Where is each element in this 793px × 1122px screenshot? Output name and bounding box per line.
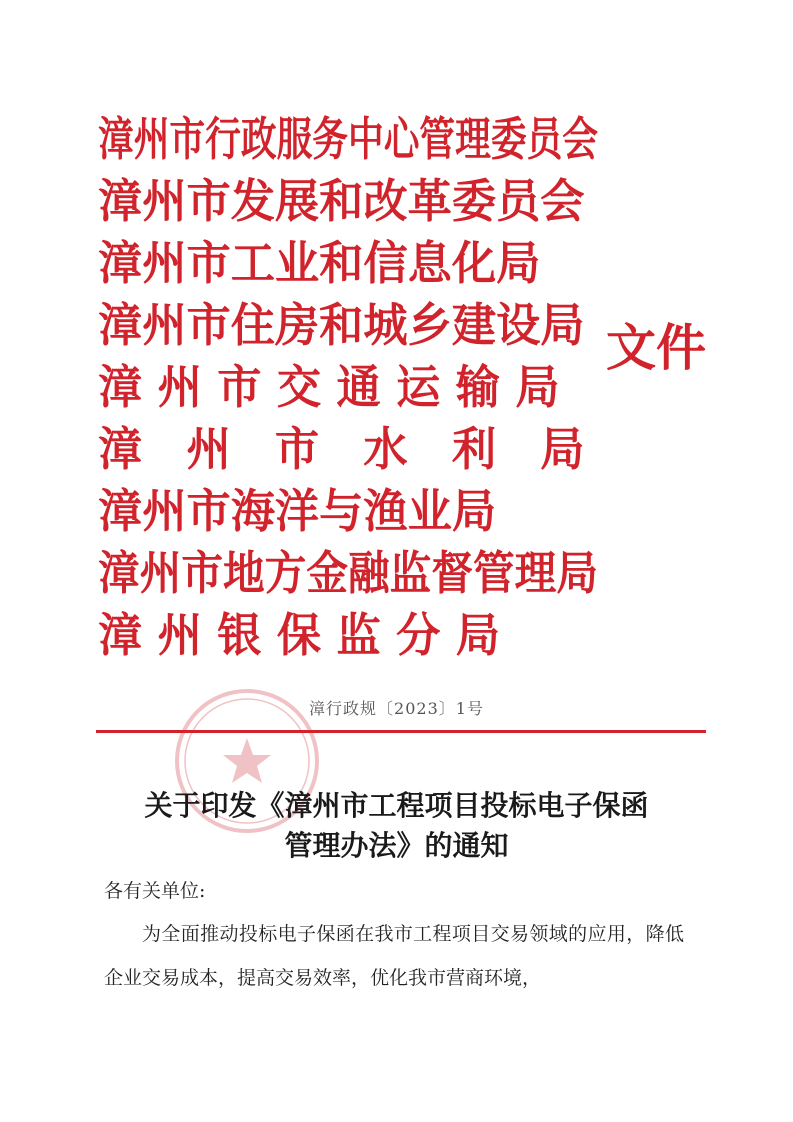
body-paragraph: 为全面推动投标电子保函在我市工程项目交易领域的应用，降低企业交易成本，提高交易效率，优化我市营商环境， (104, 923, 684, 989)
document-suffix: 文件 (606, 319, 706, 377)
issuer-line: 漳 州 市 水 利 局 (98, 422, 585, 476)
issuer-line: 漳州市发展和改革委员会 (98, 174, 585, 228)
issuer-line: 漳州市住房和城乡建设局 (98, 298, 585, 352)
red-divider (96, 730, 706, 733)
body-text (104, 912, 684, 1000)
issuer-line: 漳 州 市 交 通 运 输 局 (98, 360, 560, 414)
document-title (0, 786, 793, 866)
title-line: 关于印发《漳州市工程项目投标电子保函 (144, 789, 649, 822)
issuer-line: 漳州市行政服务中心管理委员会 (98, 112, 598, 166)
salutation: 各有关单位: (104, 880, 206, 902)
issuer-line: 漳 州 银 保 监 分 局 (98, 608, 501, 662)
issuer-line: 漳州市地方金融监督管理局 (98, 546, 598, 600)
issuer-list (98, 108, 618, 666)
title-line: 管理办法》的通知 (284, 829, 509, 862)
issuer-line: 漳州市海洋与渔业局 (98, 484, 497, 538)
document-number: 漳行政规〔2023〕1号 (309, 699, 484, 718)
issuer-line: 漳州市工业和信息化局 (98, 236, 541, 290)
